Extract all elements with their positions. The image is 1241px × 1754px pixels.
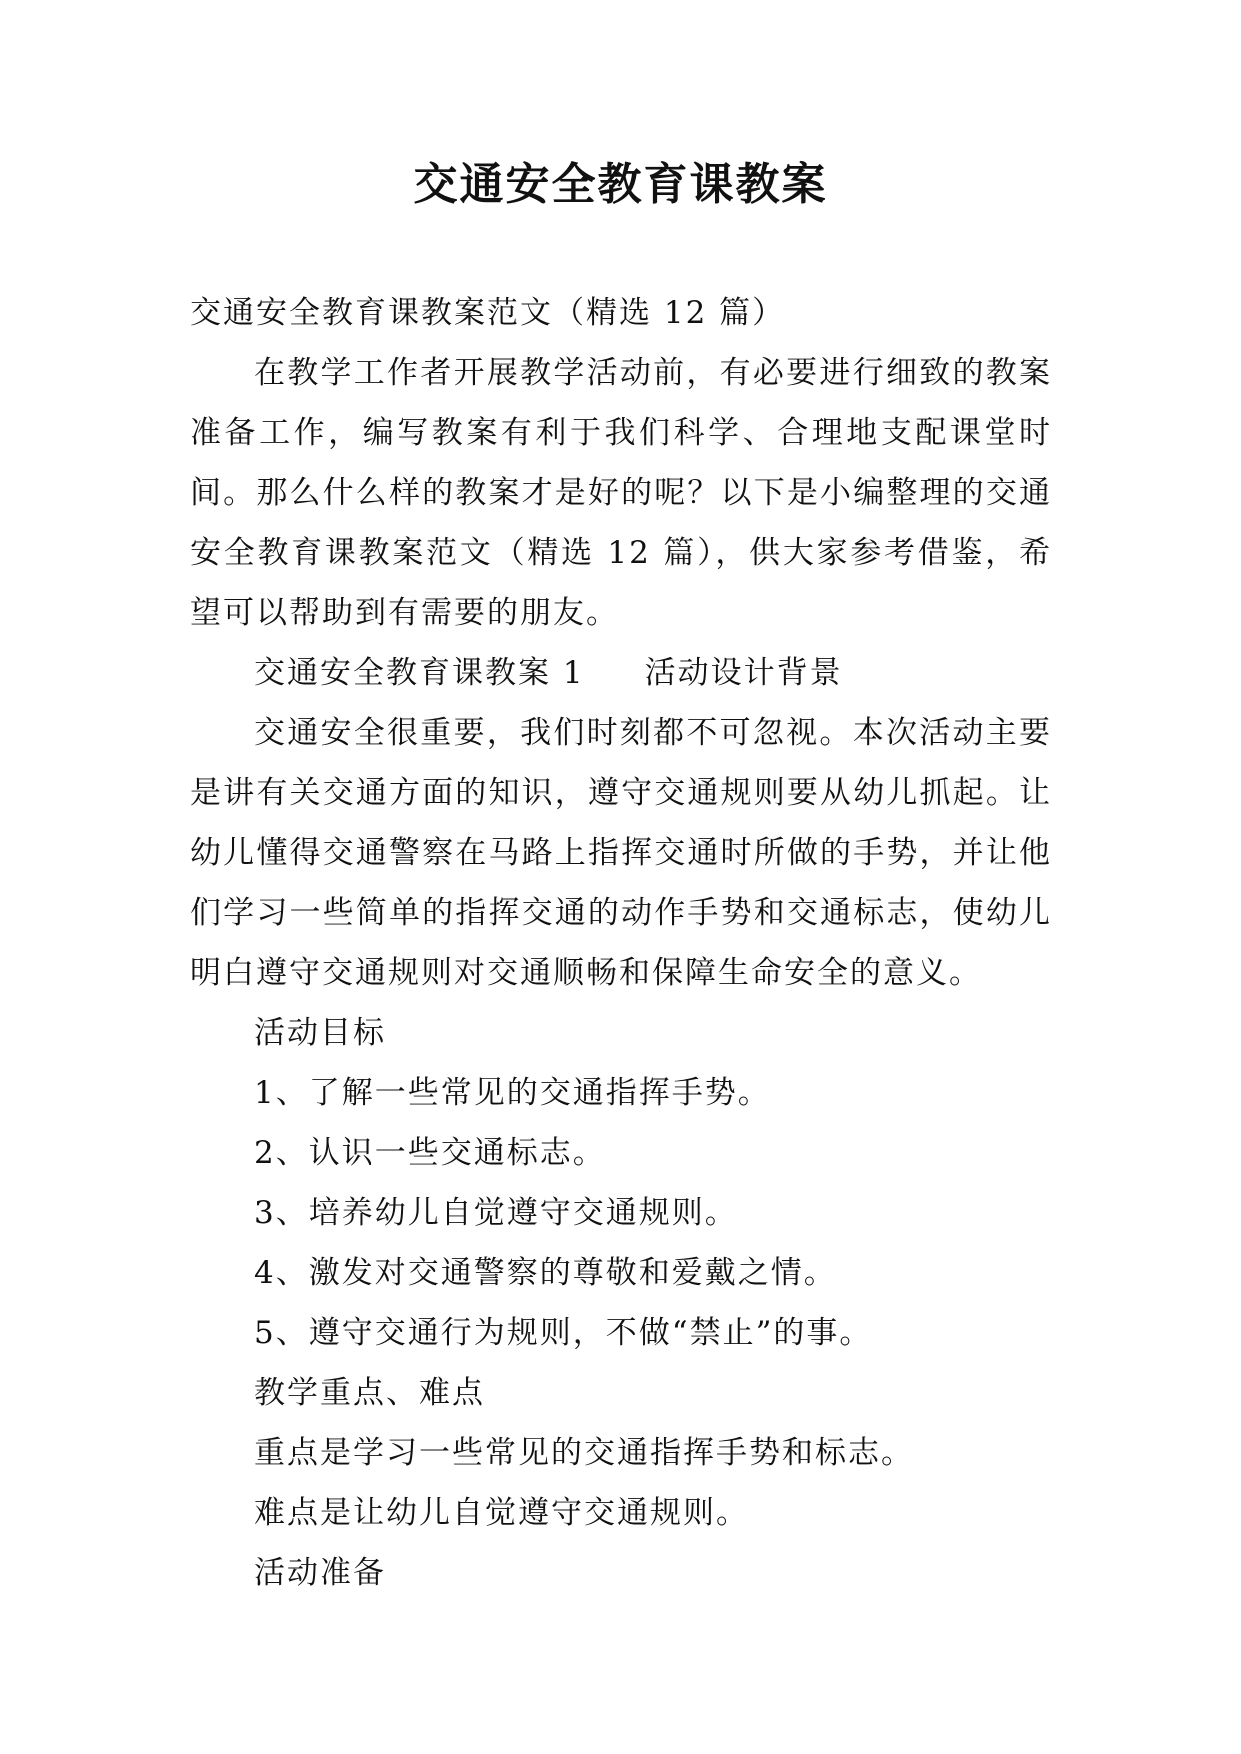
goal-item: 3、培养幼儿自觉遵守交通规则。 xyxy=(254,1195,738,1231)
goal-item: 5、遵守交通行为规则，不做“禁止”的事。 xyxy=(254,1315,873,1351)
difficulty-point: 难点是让幼儿自觉遵守交通规则。 xyxy=(254,1495,749,1531)
key-point: 重点是学习一些常见的交通指挥手势和标志。 xyxy=(254,1435,914,1471)
intro-paragraph: 在教学工作者开展教学活动前，有必要进行细致的教案准备工作，编写教案有利于我们科学、合理地支配课堂时间。那么什么样的教案才是好的呢？以下是小编整理的交通安全教育课教案范文（精选 12 篇），供大家参考借鉴，希望可以帮助到有需要的朋友。 xyxy=(190,355,1052,631)
document-title: 交通安全教育课教案 xyxy=(413,159,828,210)
preparation-heading: 活动准备 xyxy=(254,1555,386,1591)
goal-item: 1、了解一些常见的交通指挥手势。 xyxy=(254,1075,771,1111)
goal-item: 2、认识一些交通标志。 xyxy=(254,1135,606,1171)
lesson-heading-line xyxy=(190,643,1052,703)
goal-item: 4、激发对交通警察的尊敬和爱戴之情。 xyxy=(254,1255,837,1291)
background-heading: 活动设计背景 xyxy=(644,655,843,691)
lesson-heading: 交通安全教育课教案 1 xyxy=(254,655,585,691)
goals-heading: 活动目标 xyxy=(254,1015,386,1051)
document-body xyxy=(190,283,1052,1603)
key-points-heading: 教学重点、难点 xyxy=(254,1375,485,1411)
background-paragraph: 交通安全很重要，我们时刻都不可忽视。本次活动主要是讲有关交通方面的知识，遵守交通规则要从幼儿抓起。让幼儿懂得交通警察在马路上指挥交通时所做的手势，并让他们学习一些简单的指挥交通的动作手势和交通标志，使幼儿明白遵守交通规则对交通顺畅和保障生命安全的意义。 xyxy=(190,715,1052,991)
document-subtitle: 交通安全教育课教案范文（精选 12 篇） xyxy=(190,295,786,331)
